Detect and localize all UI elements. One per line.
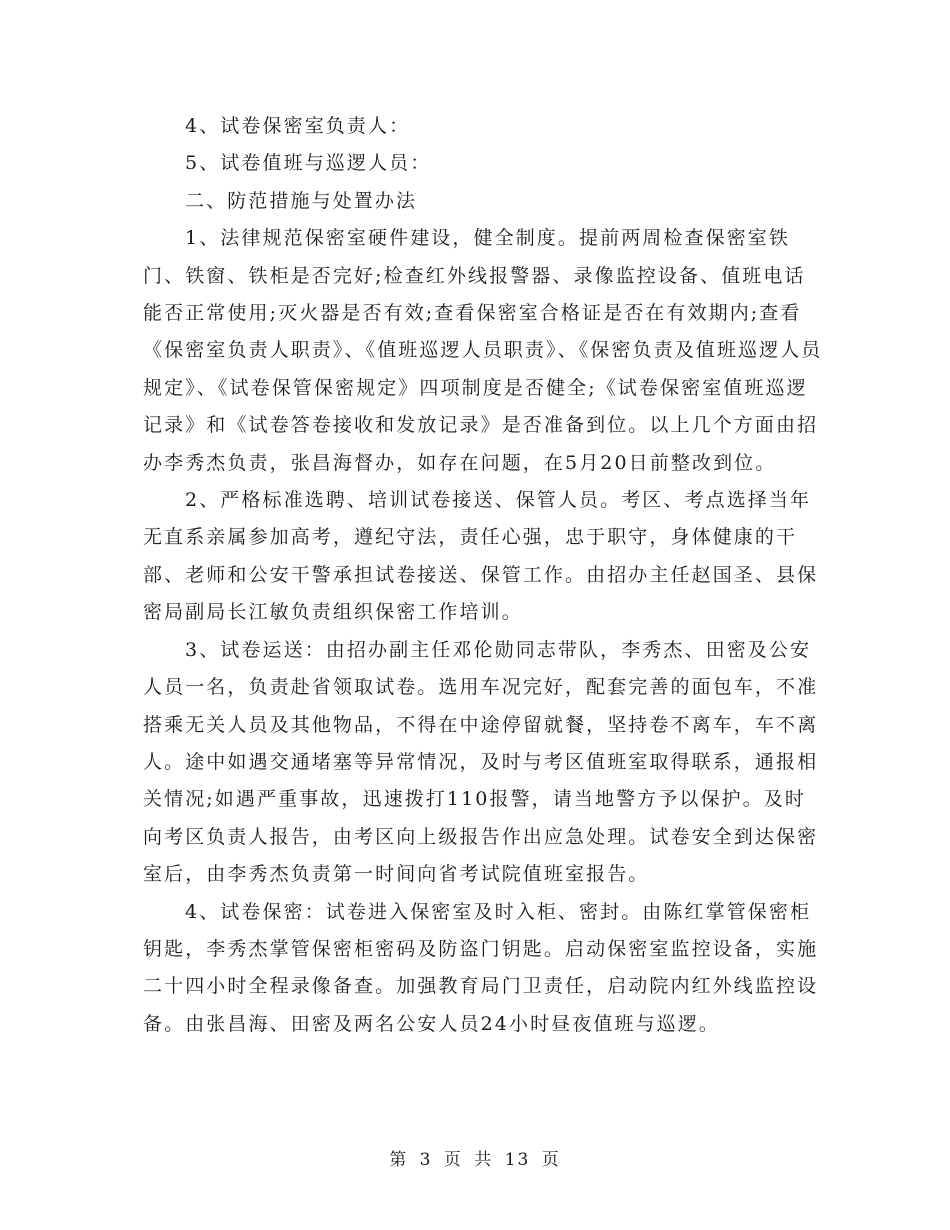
document-body [143,108,823,1043]
page-number-footer: 第 3 页 共 13 页 [389,1150,561,1170]
paragraph-secrecy-room-head: 4、试卷保密室负责人： [185,115,411,137]
section-heading-prevention-measures: 二、防范措施与处置办法 [185,189,418,212]
paragraph-staff-selection-training: 2、严格标准选聘、培训试卷接送、保管人员。考区、考点选择当年无直系亲属参加高考，遵纪守法，责任心强，忠于职守，身体健康的干部、老师和公安干警承担试卷接送、保管工作。由招办主任赵国圣、县保密局副局长江敏负责组织保密工作培训。 [143,489,819,624]
paragraph-duty-patrol-staff: 5、试卷值班与巡逻人员： [185,152,432,175]
paragraph-paper-transport: 3、试卷运送：由招办副主任邓伦勋同志带队，李秀杰、田密及公安人员一名，负责赴省领取试卷。选用车况完好，配套完善的面包车，不准搭乘无关人员及其他物品，不得在中途停留就餐，坚持卷不离车，车不离人。途中如遇交通堵塞等异常情况，及时与考区值班室取得联系，通报相关情况;如遇严重事故，迅速拨打110报警，请当地警方予以保护。及时向考区负责人报告，由考区向上级报告作出应急处理。试卷安全到达保密室后，由李秀杰负责第一时间向省考试院值班室报告。 [143,638,819,886]
paragraph-paper-secrecy: 4、试卷保密：试卷进入保密室及时入柜、密封。由陈红掌管保密柜钥匙，李秀杰掌管保密柜密码及防盗门钥匙。启动保密室监控设备，实施二十四小时全程录像备查。加强教育局门卫责任，启动院内红外线监控设备。由张昌海、田密及两名公安人员24小时昼夜值班与巡逻。 [143,900,819,1035]
paragraph-hardware-construction: 1、法律规范保密室硬件建设，健全制度。提前两周检查保密室铁门、铁窗、铁柜是否完好;检查红外线报警器、录像监控设备、值班电话能否正常使用;灭火器是否有效;查看保密室合格证是否在有效期内;查看《保密室负责人职责》、《值班巡逻人员职责》、《保密负责及值班巡逻人员规定》、《试卷保管保密规定》四项制度是否健全;《试卷保密室值班巡逻记录》和《试卷答卷接收和发放记录》是否准备到位。以上几个方面由招办李秀杰负责，张昌海督办，如存在问题，在5月20日前整改到位。 [143,227,823,474]
